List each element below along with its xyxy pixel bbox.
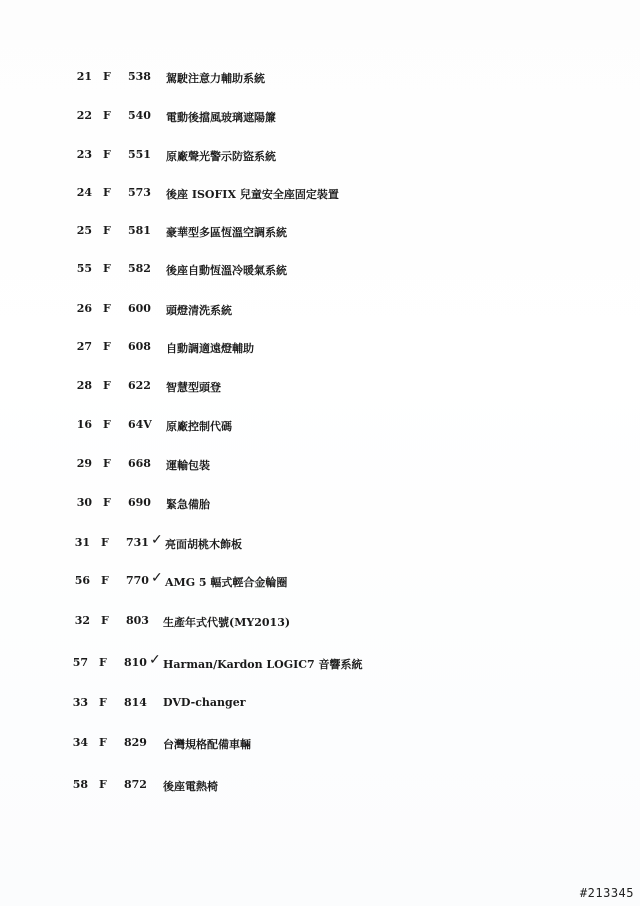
option-description: AMG 5 輻式輕合金輪圈 xyxy=(165,576,288,589)
row-flag: F xyxy=(101,536,109,549)
row-number: 57 xyxy=(72,656,88,669)
row-flag: F xyxy=(99,736,107,749)
checkmark-icon: ✓ xyxy=(149,652,161,668)
row-number: 29 xyxy=(76,457,92,470)
option-code: 872 xyxy=(124,778,147,791)
option-description: 亮面胡桃木飾板 xyxy=(165,538,242,551)
row-flag: F xyxy=(101,574,109,587)
row-flag: F xyxy=(103,262,111,275)
option-code: 608 xyxy=(128,340,151,353)
watermark-id: #213345 xyxy=(579,886,634,900)
row-flag: F xyxy=(103,379,111,392)
row-number: 31 xyxy=(74,536,90,549)
option-code: 581 xyxy=(128,224,151,237)
option-description: 自動調適遠燈輔助 xyxy=(166,342,254,355)
row-flag: F xyxy=(99,778,107,791)
option-code: 540 xyxy=(128,109,151,122)
option-code: 810 xyxy=(124,656,147,669)
row-flag: F xyxy=(103,418,111,431)
option-code: 770 xyxy=(126,574,149,587)
row-flag: F xyxy=(99,656,107,669)
row-flag: F xyxy=(103,70,111,83)
option-description: 頭燈清洗系統 xyxy=(166,304,232,317)
option-code: 814 xyxy=(124,696,147,709)
option-description: 電動後擋風玻璃遮陽簾 xyxy=(166,111,276,124)
row-flag: F xyxy=(101,614,109,627)
option-code: 622 xyxy=(128,379,151,392)
option-description: 駕駛注意力輔助系統 xyxy=(166,72,265,85)
option-code: 600 xyxy=(128,302,151,315)
row-number: 16 xyxy=(76,418,92,431)
option-code: 64V xyxy=(128,418,152,431)
row-number: 34 xyxy=(72,736,88,749)
row-number: 32 xyxy=(74,614,90,627)
row-number: 27 xyxy=(76,340,92,353)
row-number: 22 xyxy=(76,109,92,122)
row-flag: F xyxy=(99,696,107,709)
row-flag: F xyxy=(103,109,111,122)
option-code: 551 xyxy=(128,148,151,161)
row-flag: F xyxy=(103,186,111,199)
row-flag: F xyxy=(103,340,111,353)
row-flag: F xyxy=(103,224,111,237)
row-number: 21 xyxy=(76,70,92,83)
option-code: 731 xyxy=(126,536,149,549)
row-number: 28 xyxy=(76,379,92,392)
row-flag: F xyxy=(103,457,111,470)
row-number: 58 xyxy=(72,778,88,791)
option-description: 後座電熱椅 xyxy=(163,780,218,793)
option-description: 原廠控制代碼 xyxy=(166,420,232,433)
row-flag: F xyxy=(103,496,111,509)
option-description: 後座自動恆溫冷暖氣系統 xyxy=(166,264,287,277)
row-number: 56 xyxy=(74,574,90,587)
option-description: 豪華型多區恆溫空調系統 xyxy=(166,226,287,239)
checkmark-icon: ✓ xyxy=(151,532,163,548)
option-code: 538 xyxy=(128,70,151,83)
row-number: 26 xyxy=(76,302,92,315)
option-description: 原廠聲光警示防盜系統 xyxy=(166,150,276,163)
option-code: 573 xyxy=(128,186,151,199)
checkmark-icon: ✓ xyxy=(151,570,163,586)
option-description: Harman/Kardon LOGIC7 音響系統 xyxy=(163,658,363,671)
option-description: 生產年式代號(MY2013) xyxy=(163,616,291,629)
option-description: 緊急備胎 xyxy=(166,498,210,511)
option-description: DVD-changer xyxy=(163,696,246,709)
option-description: 智慧型頭登 xyxy=(166,381,221,394)
row-flag: F xyxy=(103,302,111,315)
option-description: 運輸包裝 xyxy=(166,459,210,472)
row-number: 30 xyxy=(76,496,92,509)
option-description: 後座 ISOFIX 兒童安全座固定裝置 xyxy=(166,188,339,201)
row-number: 23 xyxy=(76,148,92,161)
row-number: 24 xyxy=(76,186,92,199)
option-code: 582 xyxy=(128,262,151,275)
row-flag: F xyxy=(103,148,111,161)
option-code: 690 xyxy=(128,496,151,509)
option-code: 668 xyxy=(128,457,151,470)
option-code: 829 xyxy=(124,736,147,749)
row-number: 33 xyxy=(72,696,88,709)
row-number: 55 xyxy=(76,262,92,275)
option-code: 803 xyxy=(126,614,149,627)
row-number: 25 xyxy=(76,224,92,237)
option-description: 台灣規格配備車輛 xyxy=(163,738,251,751)
